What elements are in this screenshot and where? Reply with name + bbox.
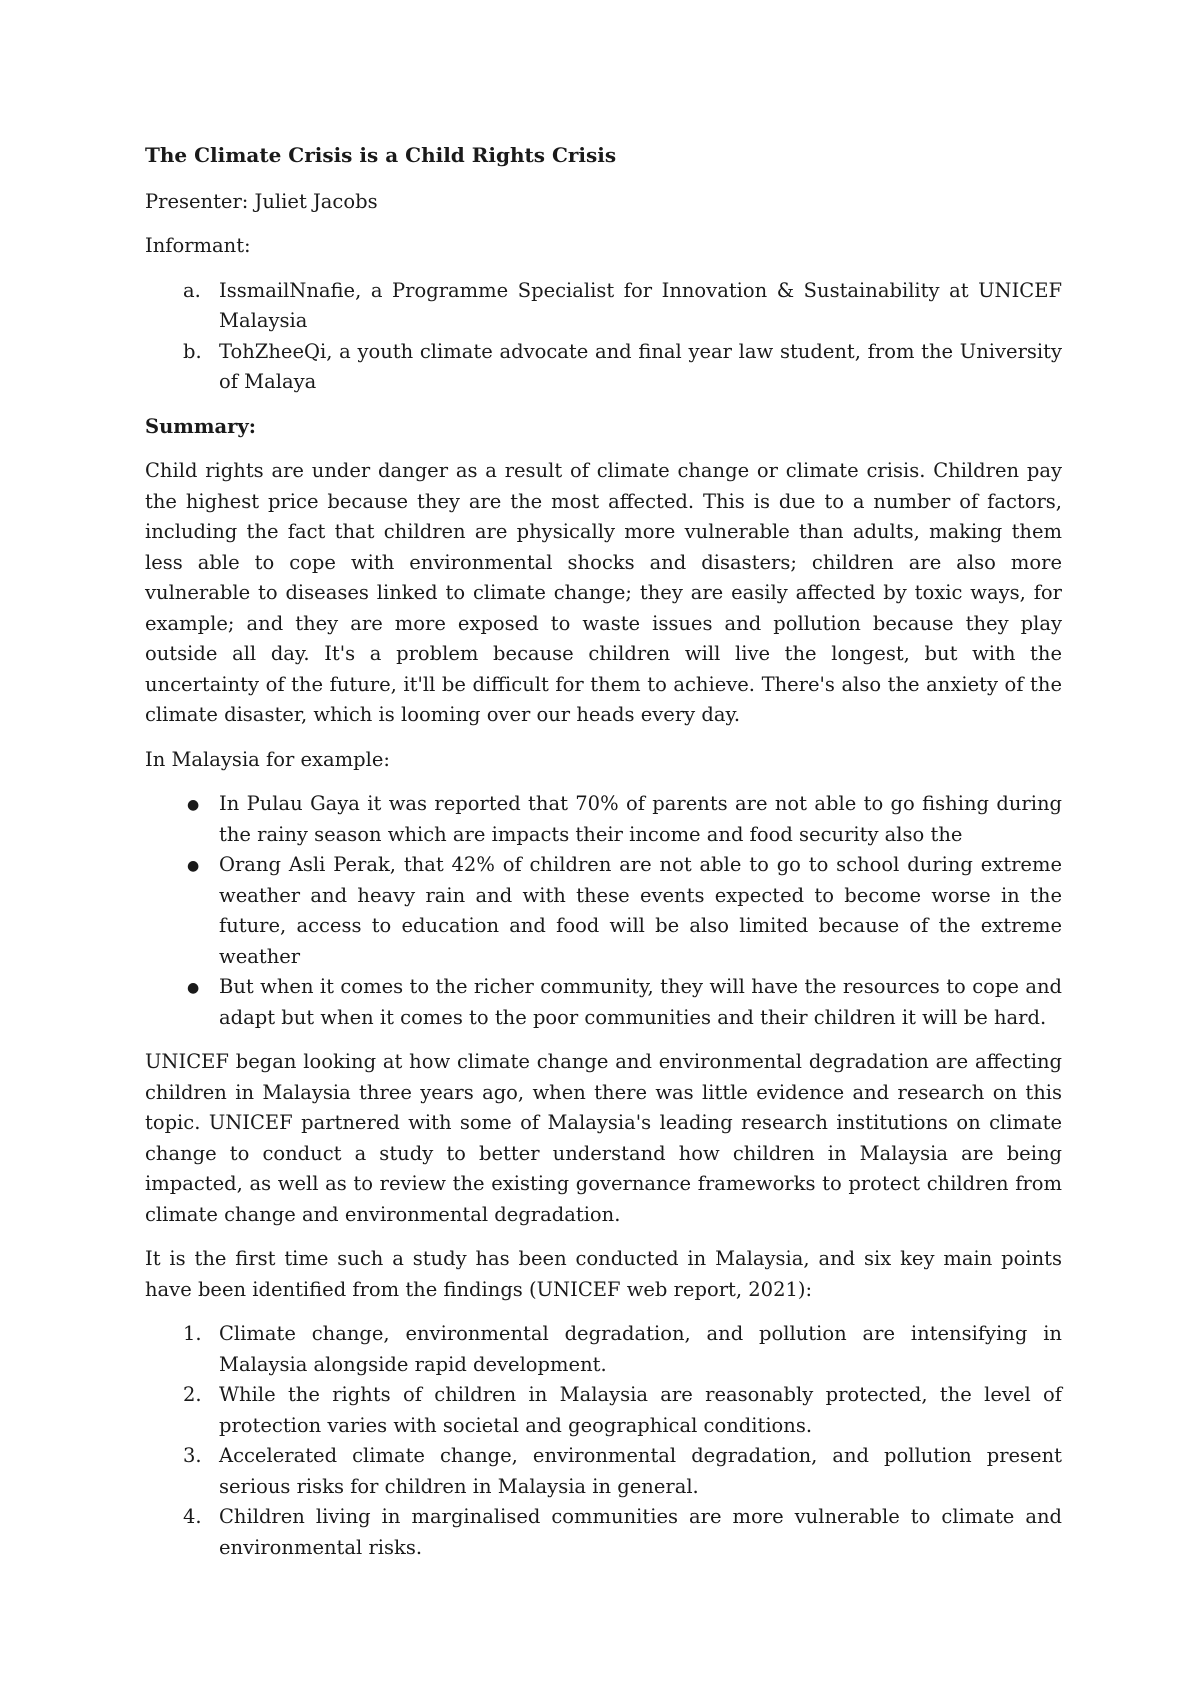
presenter-line: Presenter: Juliet Jacobs	[145, 189, 378, 213]
finding-text: Accelerated climate change, environmental degradation, and pollution present serious risks for children in Malaysia in general.	[219, 1444, 1062, 1498]
finding-text: While the rights of children in Malaysia are reasonably protected, the level of protection varies with societal and geographical conditions.	[219, 1383, 1062, 1437]
bullet-text: But when it comes to the richer community, they will have the resources to cope and adapt but when it comes to the poor communities and their children it will be hard.	[219, 975, 1062, 1029]
document-title: The Climate Crisis is a Child Rights Crisis	[145, 143, 617, 167]
malaysia-bullet-list	[145, 789, 1062, 1033]
list-item	[145, 1502, 1062, 1563]
bullet-text: Orang Asli Perak, that 42% of children are not able to go to school during extreme weather and heavy rain and with these events expected to become worse in the future, access to education and food will be also limited because of the extreme weather	[219, 853, 1062, 968]
informant-text: IssmailNnafie, a Programme Specialist for Innovation & Sustainability at UNICEF Malaysia	[219, 278, 1062, 332]
finding-text: Children living in marginalised communities are more vulnerable to climate and environmental risks.	[219, 1505, 1062, 1559]
list-number: 4.	[183, 1505, 202, 1528]
study-paragraph: It is the first time such a study has been conducted in Malaysia, and six key main points have been identified from the findings (UNICEF web report, 2021):	[145, 1247, 1062, 1301]
list-number: 1.	[183, 1322, 202, 1345]
informant-label: Informant:	[145, 234, 251, 257]
list-item	[145, 972, 1062, 1033]
bullet-icon: ●	[187, 980, 200, 996]
list-number: 2.	[183, 1383, 202, 1406]
bullet-icon: ●	[187, 797, 200, 813]
list-number: 3.	[183, 1444, 202, 1467]
finding-text: Climate change, environmental degradation, and pollution are intensifying in Malaysia alongside rapid development.	[219, 1322, 1062, 1376]
document-page	[145, 140, 1062, 1577]
list-item	[145, 276, 1062, 337]
bullet-text: In Pulau Gaya it was reported that 70% of parents are not able to go fishing during the rainy season which are impacts their income and food security also the	[219, 792, 1062, 846]
summary-heading: Summary:	[145, 414, 256, 438]
summary-paragraph: Child rights are under danger as a result of climate change or climate crisis. Children pay the highest price because they are the most affected. This is due to a number of factors, including the fact that children are physically more vulnerable than adults, making them less able to cope with environmental shocks and disasters; children are also more vulnerable to diseases linked to climate change; they are easily affected by toxic ways, for example; and they are more exposed to waste issues and pollution because they play outside all day. It's a problem because children will live the longest, but with the uncertainty of the future, it'll be difficult for them to achieve. There's also the anxiety of the climate disaster, which is looming over our heads every day.	[145, 459, 1062, 726]
list-item	[145, 1441, 1062, 1502]
list-item	[145, 1319, 1062, 1380]
informant-list	[145, 276, 1062, 398]
list-item	[145, 789, 1062, 850]
findings-list	[145, 1319, 1062, 1563]
unicef-paragraph: UNICEF began looking at how climate change and environmental degradation are affecting children in Malaysia three years ago, when there was little evidence and research on this topic. UNICEF partnered with some of Malaysia's leading research institutions on climate change to conduct a study to better understand how children in Malaysia are being impacted, as well as to review the existing governance frameworks to protect children from climate change and environmental degradation.	[145, 1050, 1062, 1226]
list-item	[145, 850, 1062, 972]
list-item	[145, 337, 1062, 398]
list-item	[145, 1380, 1062, 1441]
malaysia-intro: In Malaysia for example:	[145, 747, 390, 771]
list-marker: a.	[183, 278, 201, 302]
informant-text: TohZheeQi, a youth climate advocate and final year law student, from the University of Malaya	[219, 339, 1062, 393]
bullet-icon: ●	[187, 858, 200, 874]
list-marker: b.	[183, 339, 202, 363]
